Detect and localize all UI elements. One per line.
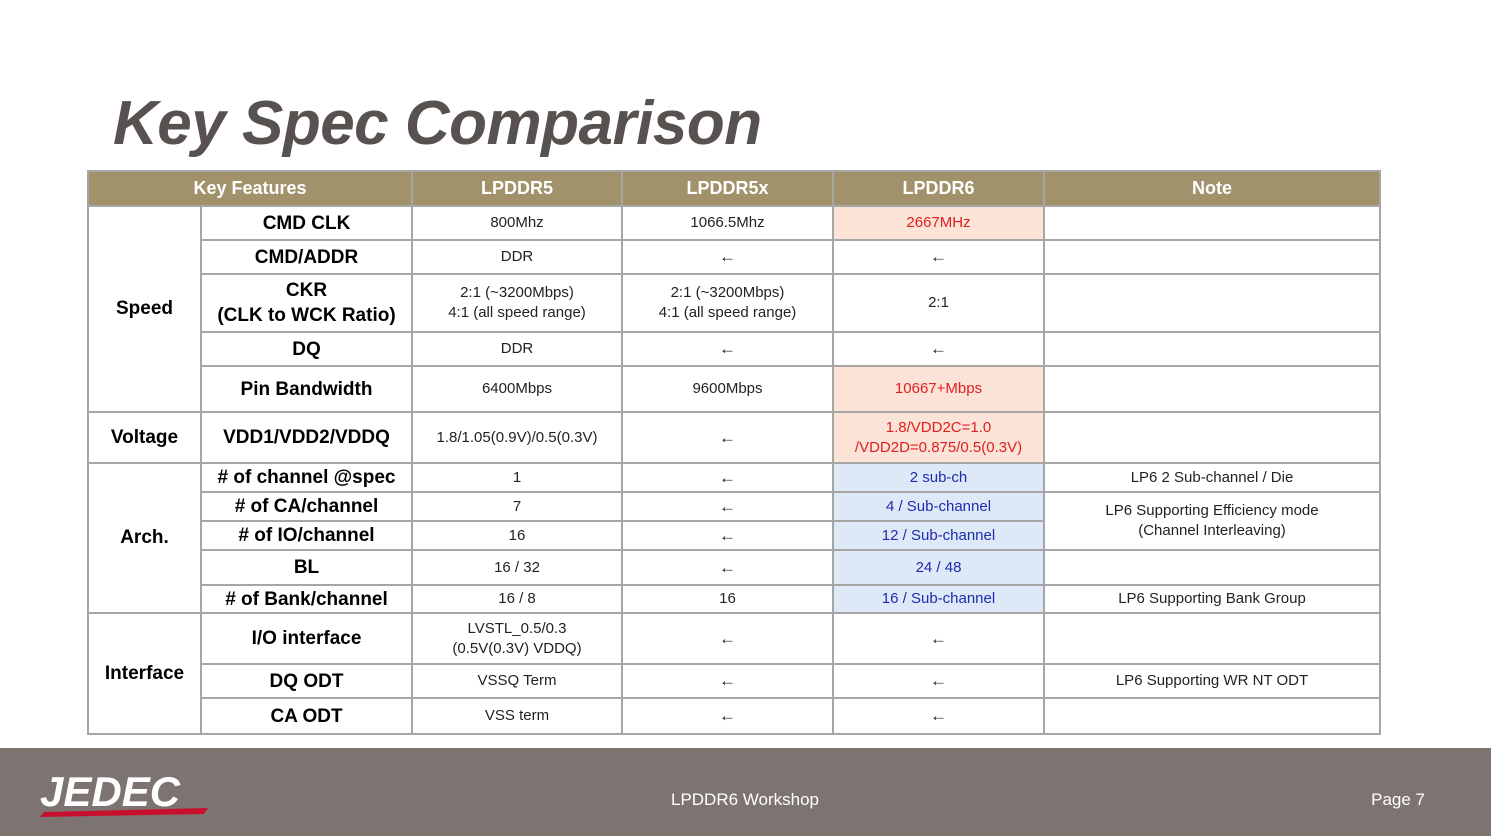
value-line: /VDD2D=0.875/0.5(0.3V) xyxy=(854,438,1023,456)
lpddr5-cell: 6400Mbps xyxy=(412,366,622,412)
lpddr6-cell: 2 sub-ch xyxy=(833,463,1044,492)
lpddr6-cell: ← xyxy=(833,613,1044,664)
note-cell xyxy=(1044,240,1380,274)
lpddr6-cell: 16 / Sub-channel xyxy=(833,585,1044,613)
lpddr5-cell: 1 xyxy=(412,463,622,492)
note-cell xyxy=(1044,550,1380,585)
table-row xyxy=(88,664,1380,698)
lpddr5-cell: 7 xyxy=(412,492,622,521)
note-cell: LP6 Supporting Bank Group xyxy=(1044,585,1380,613)
feature-cell: DQ ODT xyxy=(201,664,412,698)
note-cell: LP6 2 Sub-channel / Die xyxy=(1044,463,1380,492)
lpddr5-cell xyxy=(412,613,622,664)
logo-text: JEDEC xyxy=(40,768,181,815)
value-line: 2:1 (~3200Mbps) xyxy=(670,284,785,301)
note-cell xyxy=(1044,366,1380,412)
note-cell xyxy=(1044,332,1380,366)
note-cell: LP6 Supporting WR NT ODT xyxy=(1044,664,1380,698)
lpddr5x-cell: ← xyxy=(622,550,833,585)
feature-cell: Pin Bandwidth xyxy=(201,366,412,412)
lpddr5x-cell: ← xyxy=(622,698,833,734)
table-row xyxy=(88,585,1380,613)
lpddr6-cell: ← xyxy=(833,664,1044,698)
lpddr5-cell: VSSQ Term xyxy=(412,664,622,698)
feature-cell: VDD1/VDD2/VDDQ xyxy=(201,412,412,463)
lpddr5x-cell: ← xyxy=(622,240,833,274)
lpddr5x-cell: ← xyxy=(622,463,833,492)
feature-line: (CLK to WCK Ratio) xyxy=(217,305,396,326)
table-row xyxy=(88,492,1380,521)
lpddr6-cell: 10667+Mbps xyxy=(833,366,1044,412)
table-header-row xyxy=(88,171,1380,206)
lpddr6-cell: 2:1 xyxy=(833,274,1044,332)
table-row xyxy=(88,412,1380,463)
note-line: LP6 Supporting Efficiency mode xyxy=(1105,502,1319,519)
jedec-logo xyxy=(36,768,216,818)
lpddr6-cell: 4 / Sub-channel xyxy=(833,492,1044,521)
header-key-features: Key Features xyxy=(88,171,412,206)
lpddr6-cell: ← xyxy=(833,332,1044,366)
lpddr5x-cell xyxy=(622,274,833,332)
lpddr5-cell xyxy=(412,274,622,332)
feature-cell: DQ xyxy=(201,332,412,366)
spec-comparison-table xyxy=(87,170,1381,735)
feature-cell: # of CA/channel xyxy=(201,492,412,521)
footer-workshop-label: LPDDR6 Workshop xyxy=(670,790,820,809)
note-cell xyxy=(1044,492,1380,550)
table-row xyxy=(88,366,1380,412)
table-row xyxy=(88,613,1380,664)
lpddr5-cell: 16 / 8 xyxy=(412,585,622,613)
group-voltage: Voltage xyxy=(88,412,201,463)
note-cell xyxy=(1044,412,1380,463)
feature-cell: I/O interface xyxy=(201,613,412,664)
value-line: LVSTL_0.5/0.3 xyxy=(467,619,567,637)
footer-page-number: Page 7 xyxy=(1371,790,1425,809)
feature-cell: # of channel @spec xyxy=(201,463,412,492)
lpddr6-cell: ← xyxy=(833,698,1044,734)
header-note: Note xyxy=(1044,171,1380,206)
feature-cell: CMD/ADDR xyxy=(201,240,412,274)
note-cell xyxy=(1044,613,1380,664)
table-row xyxy=(88,332,1380,366)
lpddr5x-cell: 16 xyxy=(622,585,833,613)
lpddr5x-cell: 1066.5Mhz xyxy=(622,206,833,240)
note-cell xyxy=(1044,274,1380,332)
note-cell xyxy=(1044,698,1380,734)
footer-bar xyxy=(0,748,1491,836)
feature-cell: BL xyxy=(201,550,412,585)
value-line: 1.8/VDD2C=1.0 xyxy=(885,418,992,436)
table-row xyxy=(88,206,1380,240)
table-row xyxy=(88,698,1380,734)
group-speed: Speed xyxy=(88,206,201,412)
table-row xyxy=(88,274,1380,332)
value-line: 2:1 (~3200Mbps) xyxy=(460,284,574,301)
lpddr5-cell: DDR xyxy=(412,332,622,366)
lpddr6-cell: 2667MHz xyxy=(833,206,1044,240)
lpddr5-cell: VSS term xyxy=(412,698,622,734)
group-arch: Arch. xyxy=(88,463,201,613)
feature-cell xyxy=(201,274,412,332)
group-interface: Interface xyxy=(88,613,201,734)
lpddr5-cell: 16 xyxy=(412,521,622,550)
lpddr5x-cell: ← xyxy=(622,613,833,664)
page-title: Key Spec Comparison xyxy=(113,89,762,158)
lpddr6-cell xyxy=(833,412,1044,463)
lpddr6-cell: 24 / 48 xyxy=(833,550,1044,585)
note-cell xyxy=(1044,206,1380,240)
feature-cell: # of Bank/channel xyxy=(201,585,412,613)
feature-cell: CA ODT xyxy=(201,698,412,734)
header-lpddr5x: LPDDR5x xyxy=(622,171,833,206)
lpddr5x-cell: 9600Mbps xyxy=(622,366,833,412)
table-row xyxy=(88,550,1380,585)
note-line: (Channel Interleaving) xyxy=(1138,522,1286,539)
lpddr5-cell: 1.8/1.05(0.9V)/0.5(0.3V) xyxy=(412,412,622,463)
lpddr5x-cell: ← xyxy=(622,332,833,366)
feature-line: CKR xyxy=(285,280,328,301)
header-lpddr5: LPDDR5 xyxy=(412,171,622,206)
lpddr5x-cell: ← xyxy=(622,412,833,463)
value-line: (0.5V(0.3V) VDDQ) xyxy=(452,639,582,657)
lpddr5-cell: 800Mhz xyxy=(412,206,622,240)
table-row xyxy=(88,240,1380,274)
lpddr5x-cell: ← xyxy=(622,521,833,550)
feature-cell: CMD CLK xyxy=(201,206,412,240)
table-row xyxy=(88,463,1380,492)
lpddr5x-cell: ← xyxy=(622,664,833,698)
header-lpddr6: LPDDR6 xyxy=(833,171,1044,206)
lpddr6-cell: 12 / Sub-channel xyxy=(833,521,1044,550)
lpddr5-cell: DDR xyxy=(412,240,622,274)
lpddr6-cell: ← xyxy=(833,240,1044,274)
lpddr5-cell: 16 / 32 xyxy=(412,550,622,585)
value-line: 4:1 (all speed range) xyxy=(658,304,797,321)
feature-cell: # of IO/channel xyxy=(201,521,412,550)
lpddr5x-cell: ← xyxy=(622,492,833,521)
value-line: 4:1 (all speed range) xyxy=(448,304,586,321)
